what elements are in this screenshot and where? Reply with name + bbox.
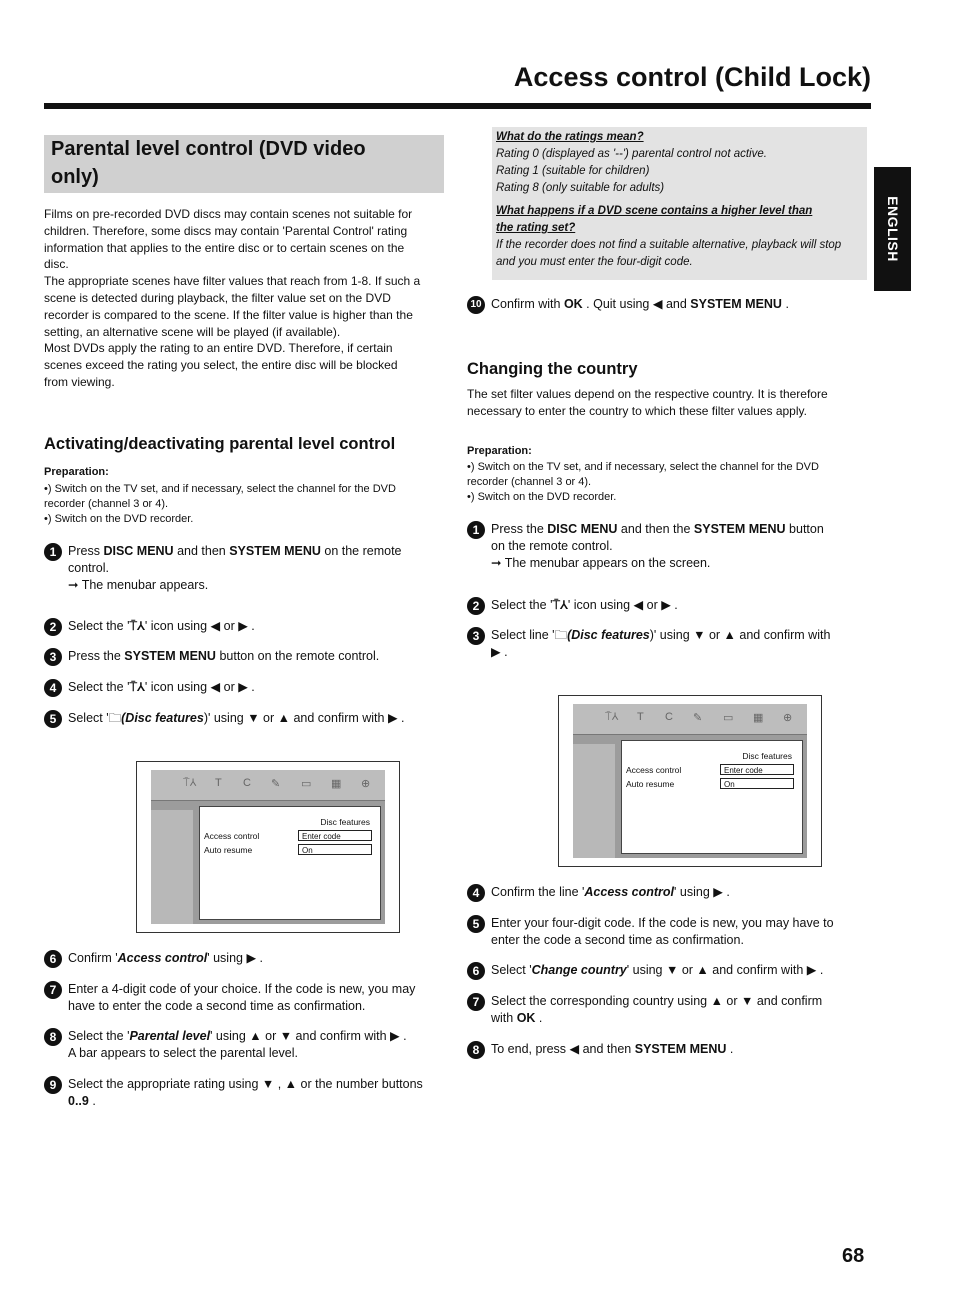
menu-screen-background xyxy=(151,770,385,924)
preparation-title: Preparation: xyxy=(44,466,109,478)
step-number: 8 xyxy=(44,1028,62,1046)
zoom-icon: ⊕ xyxy=(783,712,793,724)
step-number: 3 xyxy=(44,648,62,666)
menu-screen-background xyxy=(573,704,807,858)
intro-line: disc. xyxy=(44,257,69,272)
country-intro: The set filter values depend on the respective country. It is therefore necessary to enter the country to which these filter values apply. xyxy=(467,387,828,418)
edit-icon: ✎ xyxy=(693,712,703,724)
step-number: 7 xyxy=(44,981,62,999)
menu-screen-right xyxy=(558,695,822,867)
setup-icon: ⍑⅄ xyxy=(129,680,145,694)
language-tab xyxy=(874,167,911,291)
menu-sidebar xyxy=(573,744,615,858)
step-number: 4 xyxy=(467,884,485,902)
access-control-field: Enter code xyxy=(720,764,794,775)
edit-icon: ✎ xyxy=(271,778,281,790)
menubar xyxy=(573,704,807,735)
access-control-field: Enter code xyxy=(298,830,372,841)
intro-line: scenes exceed the rating you select, the entire disc will be blocked xyxy=(44,358,398,373)
page-number: 68 xyxy=(842,1245,865,1267)
setup-icon: ⍑⅄ xyxy=(183,777,197,789)
auto-resume-label: Auto resume xyxy=(204,845,253,855)
subheading-activate: Activating/deactivating parental level control xyxy=(44,435,396,453)
prep-line: •) Switch on the TV set, and if necessary, select the channel for the DVD xyxy=(44,483,396,495)
setup-icon: ⍑⅄ xyxy=(605,711,619,723)
panel-title: Disc features xyxy=(320,817,370,827)
auto-resume-label: Auto resume xyxy=(626,779,675,789)
disc-features-icon: 🗀 xyxy=(108,711,122,725)
prep-line: •) Switch on the DVD recorder. xyxy=(44,513,194,525)
screen-icon: ▭ xyxy=(723,712,734,724)
intro-line: children. Therefore, some discs may contain 'Parental Control' rating xyxy=(44,223,408,238)
intro-line: The appropriate scenes have filter values that reach from 1-8. If such a xyxy=(44,274,421,289)
ratings-note: What do the ratings mean? Rating 0 (displayed as '--') parental control not active. Rating 1 (suitable for children) Rating 8 (only suitable for adults) What happens if a DVD scene contains a higher level than the rating set? If the recorder does not find a suitable alternative, playback will stop and you must enter the four-digit code. xyxy=(496,131,842,268)
intro-line: information that applies to the entire disc or to certain scenes on the xyxy=(44,240,405,255)
menubar xyxy=(151,770,385,801)
menu-screen-left xyxy=(136,761,400,933)
title-icon: T xyxy=(215,777,222,789)
step-number: 5 xyxy=(44,710,62,728)
section-title-line-2: only) xyxy=(51,166,99,188)
subheading-country: Changing the country xyxy=(467,360,638,378)
zoom-icon: ⊕ xyxy=(361,778,371,790)
title-rule xyxy=(44,103,871,109)
disc-features-panel xyxy=(621,740,803,854)
step-number: 4 xyxy=(44,679,62,697)
intro-line: setting, an alternative scene will be played (if available). xyxy=(44,324,341,339)
step-number: 6 xyxy=(44,950,62,968)
chapter-icon: C xyxy=(243,777,251,789)
preparation-title-right: Preparation: xyxy=(467,445,532,457)
step-number: 1 xyxy=(44,543,62,561)
preparation-text-right: •) Switch on the TV set, and if necessary, select the channel for the DVD recorder (channel 3 or 4). •) Switch on the DVD recorder. xyxy=(467,461,819,503)
camera-icon: ▦ xyxy=(331,778,342,790)
step-number: 6 xyxy=(467,962,485,980)
step-number: 3 xyxy=(467,627,485,645)
chapter-icon: C xyxy=(665,711,673,723)
setup-icon: ⍑⅄ xyxy=(129,619,145,633)
section-title xyxy=(51,135,431,191)
step-number: 10 xyxy=(467,296,485,314)
language-tab-label: ENGLISH xyxy=(884,196,901,262)
step-number: 9 xyxy=(44,1076,62,1094)
section-title-line-1: Parental level control (DVD video xyxy=(51,138,366,160)
intro-line: Films on pre-recorded DVD discs may contain scenes not suitable for xyxy=(44,207,413,221)
step-number: 7 xyxy=(467,993,485,1011)
access-control-label: Access control xyxy=(626,765,682,775)
panel-title: Disc features xyxy=(742,751,792,761)
step-number: 2 xyxy=(467,597,485,615)
step-number: 1 xyxy=(467,521,485,539)
disc-features-icon: 🗀 xyxy=(554,628,568,642)
step-number: 8 xyxy=(467,1041,485,1059)
step-number: 5 xyxy=(467,915,485,933)
disc-features-panel xyxy=(199,806,381,920)
auto-resume-field: On xyxy=(720,778,794,789)
title-icon: T xyxy=(637,711,644,723)
preparation-text xyxy=(44,482,444,527)
step-number: 2 xyxy=(44,618,62,636)
auto-resume-field: On xyxy=(298,844,372,855)
page-title: Access control (Child Lock) xyxy=(513,62,871,92)
intro-line: scene is detected during playback, the filter value set on the DVD xyxy=(44,290,391,305)
camera-icon: ▦ xyxy=(753,712,764,724)
intro-line: from viewing. xyxy=(44,374,115,389)
access-control-label: Access control xyxy=(204,831,260,841)
setup-icon: ⍑⅄ xyxy=(552,598,568,612)
intro-paragraph xyxy=(44,206,444,391)
screen-icon: ▭ xyxy=(301,778,312,790)
prep-line: recorder (channel 3 or 4). xyxy=(44,498,169,510)
intro-line: Most DVDs apply the rating to an entire DVD. Therefore, if certain xyxy=(44,341,393,356)
intro-line: recorder is compared to the scene. If the filter value is higher than the xyxy=(44,307,413,322)
menu-sidebar xyxy=(151,810,193,924)
